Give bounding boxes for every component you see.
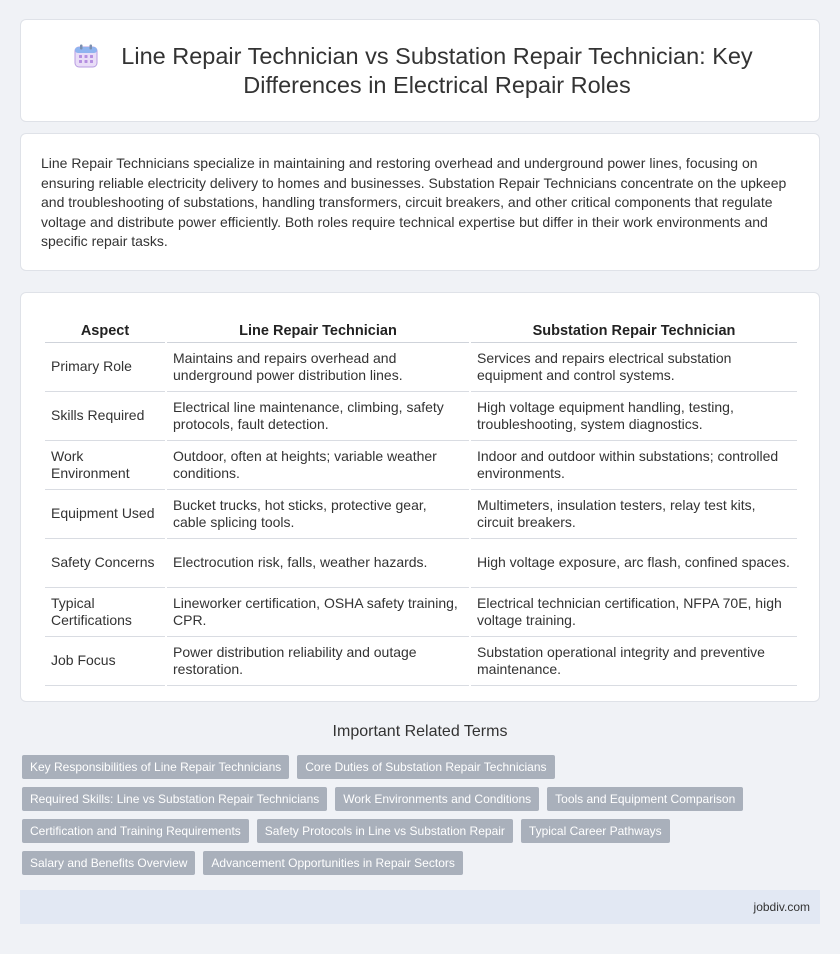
- related-term-tag[interactable]: Salary and Benefits Overview: [22, 851, 195, 875]
- row-substation-value: Multimeters, insulation testers, relay test kits, circuit breakers.: [471, 490, 797, 539]
- related-term-tag[interactable]: Typical Career Pathways: [521, 819, 670, 843]
- comparison-table: [43, 313, 799, 686]
- table-row: [45, 637, 797, 686]
- row-aspect: Typical Certifications: [45, 588, 165, 637]
- tag-row: [22, 851, 812, 875]
- row-line-value: Outdoor, often at heights; variable weather conditions.: [167, 441, 469, 490]
- row-aspect: Equipment Used: [45, 490, 165, 539]
- related-term-tag[interactable]: Tools and Equipment Comparison: [547, 787, 743, 811]
- row-substation-value: Electrical technician certification, NFPA 70E, high voltage training.: [471, 588, 797, 637]
- row-line-value: Lineworker certification, OSHA safety training, CPR.: [167, 588, 469, 637]
- calendar-icon: [73, 43, 99, 69]
- table-row: [45, 441, 797, 490]
- intro-paragraph: Line Repair Technicians specialize in maintaining and restoring overhead and underground power lines, focusing on ensuring reliable electricity delivery to homes and businesses. Substation Repair Technicians concentrate on the upkeep and troubleshooting of substations, handling transformers, circuit breakers, and other critical components that regulate voltage and distribute power efficiently. Both roles require technical expertise but differ in their work environments and specific repair tasks.: [41, 155, 787, 250]
- title-card: [20, 19, 820, 122]
- related-term-tag[interactable]: Certification and Training Requirements: [22, 819, 249, 843]
- header-substation-repair: Substation Repair Technician: [471, 313, 797, 343]
- row-line-value: Bucket trucks, hot sticks, protective gear, cable splicing tools.: [167, 490, 469, 539]
- page-title: Line Repair Technician vs Substation Repair Technician: Key Differences in Electrical Repair Roles: [121, 42, 753, 98]
- related-terms-title: Important Related Terms: [332, 723, 508, 740]
- header-aspect: Aspect: [45, 313, 165, 343]
- related-term-tag[interactable]: Core Duties of Substation Repair Technicians: [297, 755, 554, 779]
- row-aspect: Work Environment: [45, 441, 165, 490]
- row-substation-value: Substation operational integrity and preventive maintenance.: [471, 637, 797, 686]
- row-substation-value: Services and repairs electrical substation equipment and control systems.: [471, 343, 797, 392]
- table-header-row: [45, 313, 797, 343]
- footer: [20, 890, 820, 924]
- tag-row: [22, 755, 812, 779]
- row-aspect: Skills Required: [45, 392, 165, 441]
- table-row: [45, 490, 797, 539]
- tag-row: [22, 787, 812, 811]
- row-substation-value: Indoor and outdoor within substations; controlled environments.: [471, 441, 797, 490]
- intro-card: [20, 133, 820, 271]
- related-terms-list: [22, 755, 812, 883]
- row-line-value: Electrical line maintenance, climbing, safety protocols, fault detection.: [167, 392, 469, 441]
- row-substation-value: High voltage equipment handling, testing, troubleshooting, system diagnostics.: [471, 392, 797, 441]
- row-aspect: Primary Role: [45, 343, 165, 392]
- tag-row: [22, 819, 812, 843]
- comparison-card: [20, 292, 820, 702]
- table-row: [45, 343, 797, 392]
- table-row: [45, 588, 797, 637]
- related-term-tag[interactable]: Key Responsibilities of Line Repair Technicians: [22, 755, 289, 779]
- row-line-value: Maintains and repairs overhead and underground power distribution lines.: [167, 343, 469, 392]
- related-term-tag[interactable]: Advancement Opportunities in Repair Sectors: [203, 851, 462, 875]
- row-line-value: Power distribution reliability and outage restoration.: [167, 637, 469, 686]
- footer-site-link[interactable]: jobdiv.com: [753, 900, 810, 914]
- related-term-tag[interactable]: Safety Protocols in Line vs Substation Repair: [257, 819, 513, 843]
- row-line-value: Electrocution risk, falls, weather hazards.: [167, 539, 469, 588]
- row-aspect: Safety Concerns: [45, 539, 165, 588]
- table-row: [45, 392, 797, 441]
- row-substation-value: High voltage exposure, arc flash, confined spaces.: [471, 539, 797, 588]
- header-line-repair: Line Repair Technician: [167, 313, 469, 343]
- row-aspect: Job Focus: [45, 637, 165, 686]
- table-row: [45, 539, 797, 588]
- related-term-tag[interactable]: Work Environments and Conditions: [335, 787, 539, 811]
- related-term-tag[interactable]: Required Skills: Line vs Substation Repair Technicians: [22, 787, 327, 811]
